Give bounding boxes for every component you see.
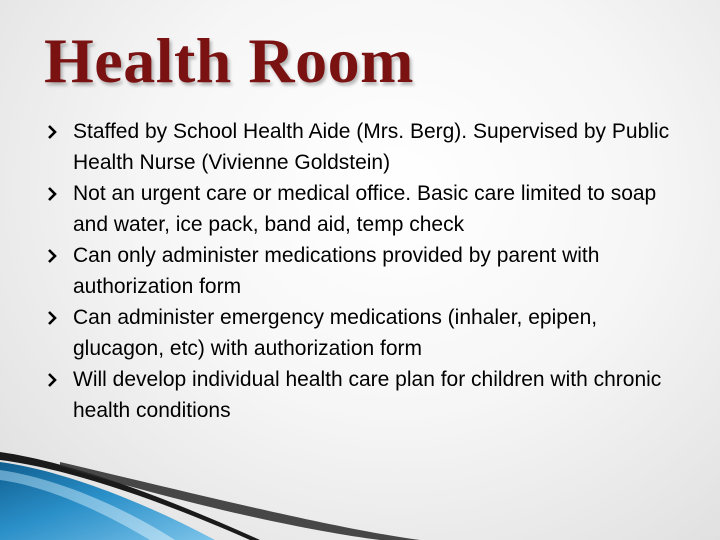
list-item (44, 116, 694, 178)
slide-title: Health Room (44, 25, 414, 96)
chevron-arrow-icon (46, 179, 60, 209)
list-item (44, 302, 694, 364)
chevron-arrow-icon (46, 303, 60, 333)
chevron-arrow-icon (46, 117, 60, 147)
bullet-text: Staffed by School Health Aide (Mrs. Berg). Supervised by Public Health Nurse (Vivienne Goldstein) (73, 120, 670, 174)
bullet-text: Not an urgent care or medical office. Basic care limited to soap and water, ice pack, band aid, temp check (73, 182, 657, 236)
chevron-arrow-icon (46, 241, 60, 271)
chevron-arrow-icon (46, 365, 60, 395)
bullet-list (44, 116, 694, 426)
bullet-text: Will develop individual health care plan for children with chronic health conditions (73, 368, 662, 422)
list-item (44, 240, 694, 302)
list-item (44, 364, 694, 426)
bullet-text: Can administer emergency medications (inhaler, epipen, glucagon, etc) with authorization form (73, 306, 598, 360)
bullet-text: Can only administer medications provided by parent with authorization form (73, 244, 600, 298)
list-item (44, 178, 694, 240)
